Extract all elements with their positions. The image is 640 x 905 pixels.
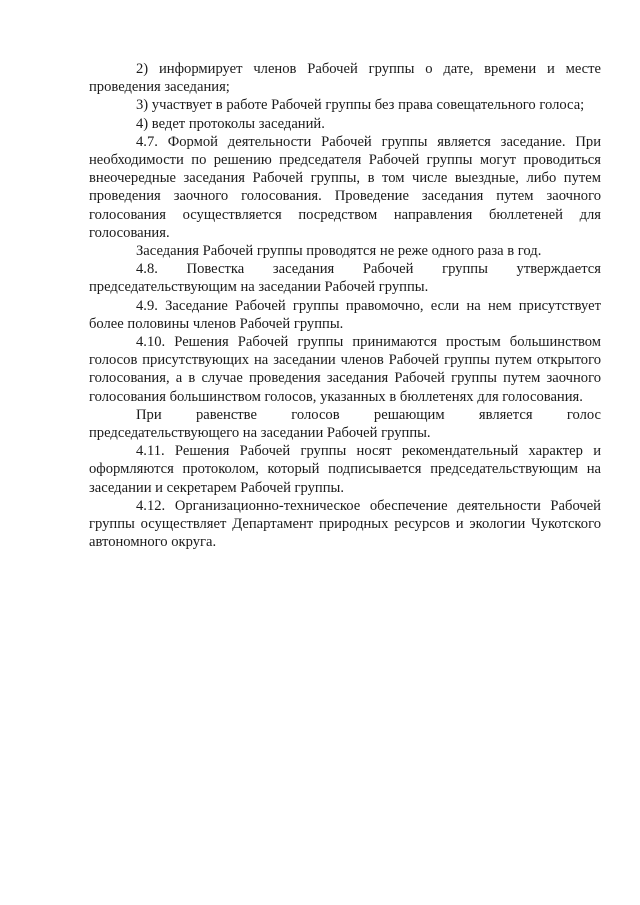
paragraph-4-9: 4.9. Заседание Рабочей группы правомочно, если на нем присутствует более половины членов Рабочей группы. xyxy=(89,297,601,332)
paragraph-item-3: 3) участвует в работе Рабочей группы без права совещательного голоса; xyxy=(136,97,585,114)
paragraph-tie-vote: При равенстве голосов решающим является голос председательствующего на заседании Рабочей группы. xyxy=(89,406,601,442)
paragraph-4-7: 4.7. Формой деятельности Рабочей группы является заседание. При необходимости по решению председателя Рабочей группы могут проводиться внеочередные заседания Рабочей группы, в том числе выездные, либо путем проведения заочного голосования. Проведение заседания путем заочного голосования осуществляется посредством направления бюллетеней для голосования. xyxy=(89,133,601,241)
paragraph-4-12: 4.12. Организационно-техническое обеспечение деятельности Рабочей группы осуществляет Департамент природных ресурсов и экологии Чукотского автономного округа. xyxy=(89,497,601,551)
paragraph-4-8: 4.8. Повестка заседания Рабочей группы утверждается председательствующим на заседании Рабочей группы. xyxy=(89,261,601,296)
document-body xyxy=(89,60,601,551)
paragraph-item-4: 4) ведет протоколы заседаний. xyxy=(136,115,325,132)
paragraph-4-11: 4.11. Решения Рабочей группы носят рекомендательный характер и оформляются протоколом, который подписывается председательствующим на заседании и секретарем Рабочей группы. xyxy=(89,443,601,496)
paragraph-4-10: 4.10. Решения Рабочей группы принимаются простым большинством голосов присутствующих на заседании членов Рабочей группы путем открытого голосования, а в случае проведения заседания Рабочей группы путем заочного голосования большинством голосов, указанных в бюллетенях для голосования. xyxy=(89,334,601,405)
paragraph-item-2: 2) информирует членов Рабочей группы о дате, времени и месте проведения заседания; xyxy=(89,61,601,96)
paragraph-meeting-frequency: Заседания Рабочей группы проводятся не реже одного раза в год. xyxy=(136,243,542,260)
